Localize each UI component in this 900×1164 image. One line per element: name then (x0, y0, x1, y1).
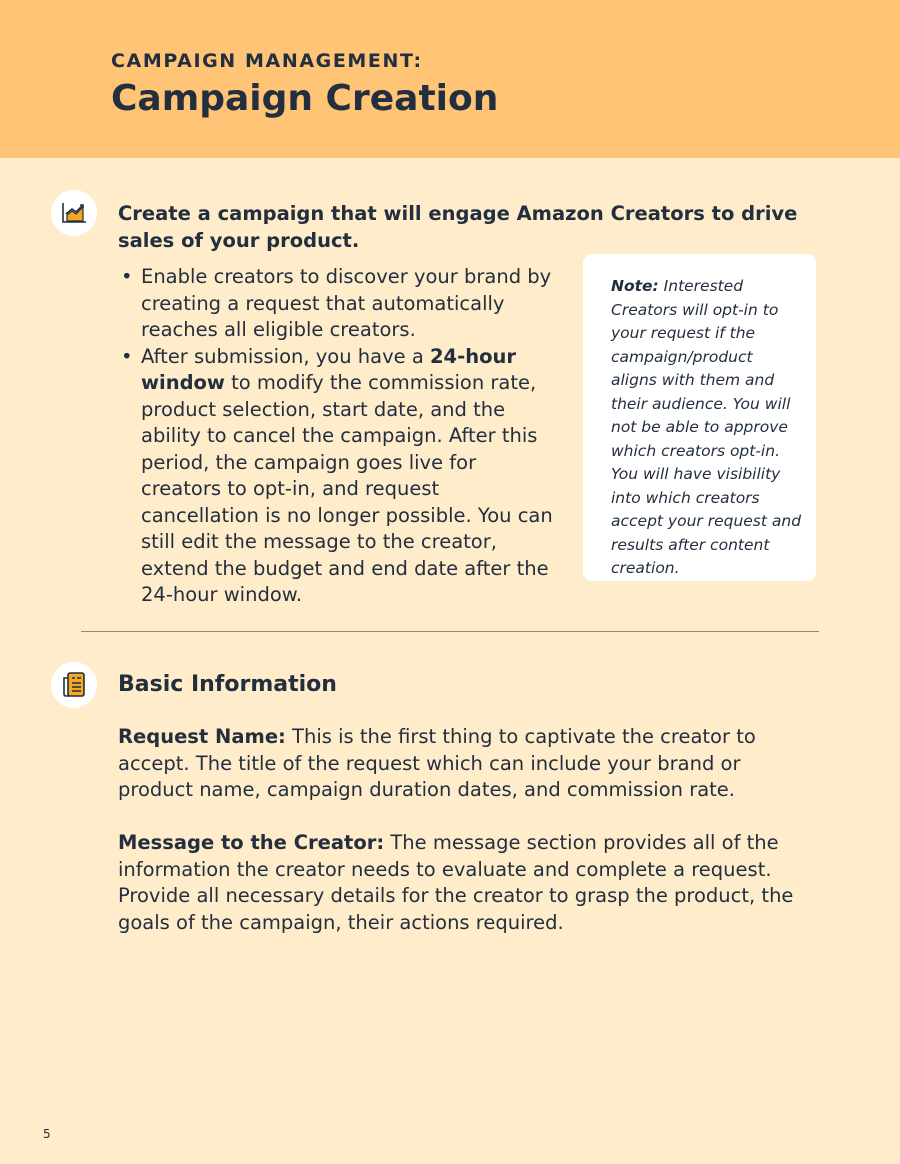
section-title: Basic Information (118, 672, 337, 697)
request-name-paragraph (118, 724, 818, 804)
request-name-text: This is the first thing to captivate the creator to accept. The title of the request which can include your brand or product name, campaign duration dates, and commission rate. (118, 725, 756, 801)
note-text: Interested Creators will opt-in to your request if the campaign/product aligns with them and their audience. You will not be able to approve which creators opt-in. You will have visibility into which creators accept your request and results after content creation. (611, 277, 802, 577)
bullet-highlight: 24-hour window (141, 344, 516, 394)
bullet-text: Enable creators to discover your brand by creating a request that automatically reaches all eligible creators. (141, 265, 552, 341)
section-divider (81, 631, 819, 632)
list-item (118, 344, 560, 609)
message-label: Message to the Creator: (118, 831, 385, 854)
message-text: The message section provides all of the information the creator needs to evaluate and complete a request. Provide all necessary details for the creator to grasp the product, the goals of the campaign, their actions required. (118, 831, 794, 934)
note-box (583, 254, 816, 581)
section-lead: Create a campaign that will engage Amazon Creators to drive sales of your product. (118, 202, 798, 252)
header-kicker: CAMPAIGN MANAGEMENT: (111, 50, 423, 72)
note-label: Note: (611, 277, 659, 295)
bullet-text-end: to modify the commission rate, product selection, start date, and the ability to cancel the campaign. After this period, the campaign goes live for creators to opt-in, and request cancellation is no longer possible. You can still edit the message to the creator, extend the budget and end date after the 24-hour window. (141, 371, 553, 606)
list-item (118, 264, 560, 344)
line-chart-icon (51, 190, 97, 236)
bullet-text-start: After submission, you have a (141, 344, 430, 368)
page-number: 5 (43, 1127, 51, 1141)
document-list-icon (51, 662, 97, 708)
bullet-list (118, 264, 560, 609)
message-paragraph (118, 830, 818, 936)
page-header (0, 0, 900, 158)
page-title: Campaign Creation (111, 78, 499, 119)
request-name-label: Request Name: (118, 725, 286, 748)
